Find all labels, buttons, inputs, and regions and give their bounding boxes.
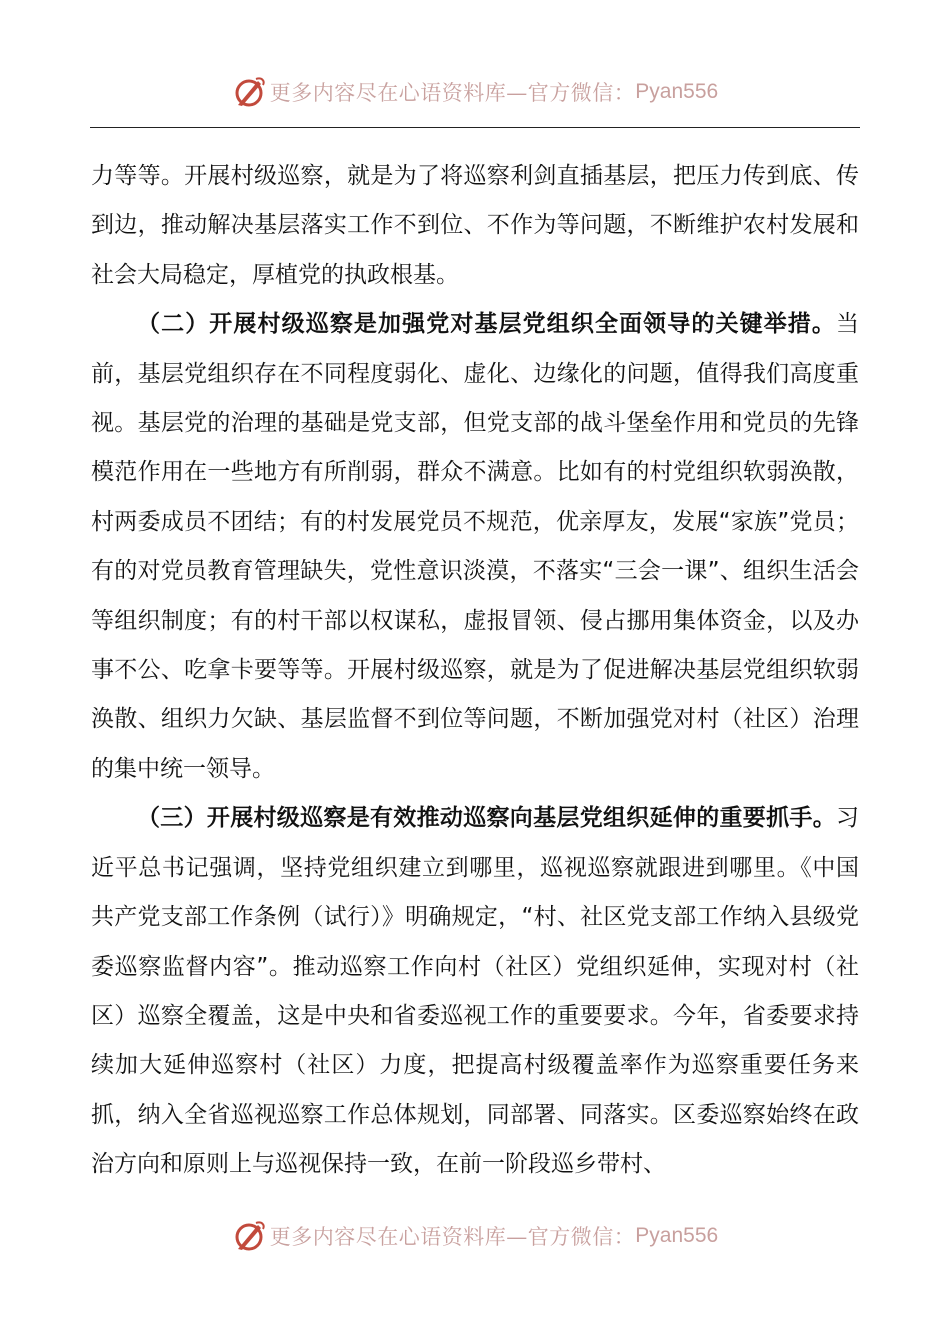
section-heading-3: （三）开展村级巡察是有效推动巡察向基层党组织延伸的重要抓手。: [137, 805, 836, 832]
footer-watermark: [0, 1214, 950, 1258]
quill-circle-logo: [232, 1219, 266, 1253]
watermark-text: 更多内容尽在心语资料库—官方微信：: [269, 81, 636, 105]
paragraph-1: 力等等。开展村级巡察，就是为了将巡察利剑直插基层，把压力传到底、传到边，推动解决基层落实工作不到位、不作为等问题，不断维护农村发展和社会大局稳定，厚植党的执政根基。: [91, 163, 859, 288]
paragraph-3-text: 习近平总书记强调，坚持党组织建立到哪里，巡视巡察就跟进到哪里。《中国共产党支部工作条例（试行）》明确规定，“村、社区党支部工作纳入县级党委巡察监督内容”。推动巡察工作向村（社区）党组织延伸，实现对村（社区）巡察全覆盖，这是中央和省委巡视工作的重要要求。今年，省委要求持续加大延伸巡察村（社区）力度，把提高村级覆盖率作为巡察重要任务来抓，纳入全省巡视巡察工作总体规划，同部署、同落实。区委巡察始终在政治方向和原则上与巡视保持一致，在前一阶段巡乡带村、: [91, 805, 859, 1178]
watermark-text: 更多内容尽在心语资料库—官方微信：: [269, 1225, 636, 1249]
watermark-wechat-id: Pyan556: [635, 1224, 719, 1247]
document-body: [91, 152, 859, 1190]
quill-circle-logo: [232, 75, 266, 109]
header-watermark: [0, 70, 950, 114]
paragraph-3: [91, 794, 859, 1189]
paragraph-2: [91, 300, 859, 794]
watermark-wechat-id: Pyan556: [635, 80, 719, 103]
paragraph-2-text: 当前，基层党组织存在不同程度弱化、虚化、边缘化的问题，值得我们高度重视。基层党的治理的基础是党支部，但党支部的战斗堡垒作用和党员的先锋模范作用在一些地方有所削弱，群众不满意。比如有的村党组织软弱涣散，村两委成员不团结；有的村发展党员不规范，优亲厚友，发展“家族”党员；有的对党员教育管理缺失，党性意识淡漠，不落实“三会一课”、组织生活会等组织制度；有的村干部以权谋私，虚报冒领、侵占挪用集体资金，以及办事不公、吃拿卡要等等。开展村级巡察，就是为了促进解决基层党组织软弱涣散、组织力欠缺、基层监督不到位等问题，不断加强党对村（社区）治理的集中统一领导。: [91, 311, 859, 782]
header-divider: [90, 127, 860, 128]
section-heading-2: （二）开展村级巡察是加强党对基层党组织全面领导的关键举措。: [137, 311, 836, 338]
